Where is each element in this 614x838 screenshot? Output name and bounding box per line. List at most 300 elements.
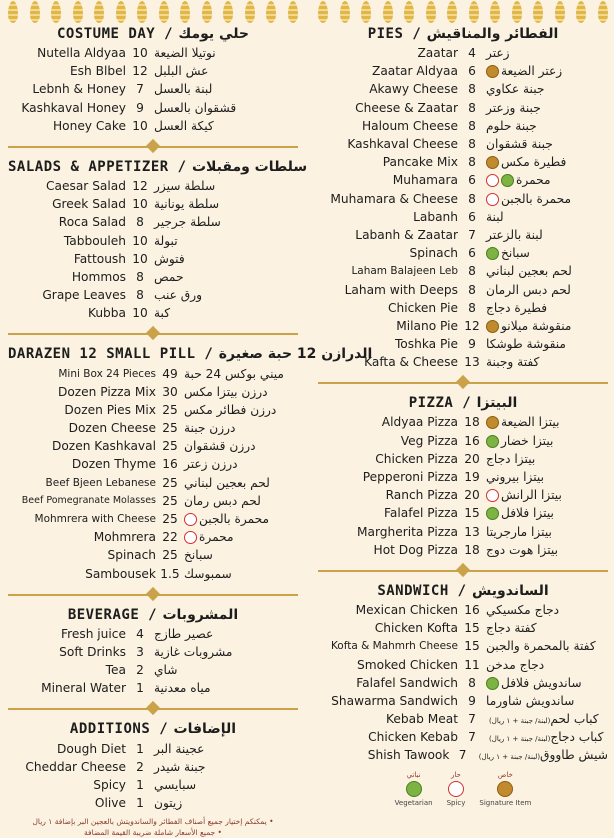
item-price: 4 (136, 626, 144, 641)
left-column (8, 0, 373, 838)
item-name-ar-text: سبايسي (154, 777, 197, 792)
item-name-ar-text: شاي (154, 663, 178, 678)
item-name-ar (184, 403, 298, 417)
item-price: 25 (162, 439, 178, 454)
wheat-icon (116, 1, 126, 23)
item-name-en: Caesar Salad (46, 179, 126, 194)
item-name-en: Milano Pie (396, 318, 458, 333)
item-name-en: Dozen Kashkaval (51, 439, 156, 454)
item-name-ar (184, 494, 298, 508)
item-name-en: Dozen Pies Mix (64, 402, 156, 417)
menu-item (318, 153, 608, 171)
item-name-ar (486, 210, 608, 224)
item-name-ar-text: جبنة حلوم (486, 118, 537, 133)
item-name-ar (486, 64, 608, 78)
menu-item (8, 364, 298, 382)
section-divider (8, 326, 298, 342)
item-name-en: Cheddar Cheese (25, 759, 126, 774)
menu-item (318, 450, 608, 468)
item-price: 15 (464, 621, 480, 636)
wheat-icon (598, 1, 608, 23)
item-name-ar (486, 192, 608, 206)
item-price: 8 (468, 675, 476, 690)
menu-item (318, 601, 608, 619)
item-price: 1 (136, 741, 144, 756)
wheat-icon (94, 1, 104, 23)
item-name-ar-text: لحم بعجين لبناني (184, 475, 270, 490)
item-name-ar-text: لحم دبس رمان (184, 493, 261, 508)
menu-item (318, 99, 608, 117)
item-name-ar-text: بيتزا الضيعة (501, 415, 560, 430)
item-name-ar (486, 639, 608, 653)
item-name-ar-text: درزن قشقوان (184, 439, 256, 454)
menu-item (8, 250, 298, 268)
menu-item (318, 413, 608, 431)
section-title (8, 346, 373, 363)
spicy-icon (486, 489, 499, 502)
menu-item (8, 643, 298, 661)
item-name-ar-text: كفتة دجاج (486, 621, 537, 636)
item-name-en: Laham with Deeps (344, 282, 458, 297)
vegetarian-icon (486, 435, 499, 448)
item-name-ar-text: درزن فطائر مكس (184, 402, 277, 417)
menu-item (8, 661, 298, 679)
wheat-icon (202, 1, 212, 23)
section-title-ar: المشروبات (162, 606, 239, 623)
menu-item (8, 177, 298, 195)
item-name-en: Shish Tawook (367, 748, 450, 763)
wheat-icon (383, 1, 393, 23)
menu-item (8, 304, 298, 322)
item-name-ar (486, 506, 608, 520)
item-name-ar-text: دجاج مدخن (486, 657, 545, 672)
legend-item (479, 771, 531, 807)
item-name-ar-text: عجينة البر (154, 741, 205, 756)
item-price: 8 (468, 191, 476, 206)
item-price: 10 (132, 197, 148, 212)
item-extra: (لبنة/ جبنة + ١ ريال) (489, 735, 551, 744)
menu-item (8, 44, 298, 62)
item-name-ar-text: بيتزا بيروني (486, 470, 544, 485)
item-name-ar (486, 283, 608, 297)
menu-item (8, 268, 298, 286)
item-name-ar-text: سبانخ (184, 548, 213, 563)
item-name-ar-text: فتوش (154, 251, 185, 266)
item-name-en: Haloum Cheese (361, 118, 458, 133)
item-name-ar-text: بيتزا هوت دوج (486, 542, 558, 557)
item-price: 1 (136, 681, 144, 696)
diamond-icon (146, 326, 160, 340)
item-price: 16 (464, 602, 480, 617)
item-price: 10 (132, 118, 148, 133)
item-name-en: Beef Bjeen Lebanese (45, 476, 156, 489)
item-name-ar-text: ورق عنب (154, 288, 203, 303)
item-name-en: Dozen Pizza Mix (57, 384, 156, 399)
item-name-ar (486, 603, 608, 617)
item-name-ar (486, 264, 608, 278)
section-title-ar: سلطات ومقبلات (191, 158, 308, 175)
item-price: 10 (132, 46, 148, 61)
wheat-icon (73, 1, 83, 23)
wheat-icon (404, 1, 414, 23)
item-name-ar (476, 748, 608, 762)
wheat-icon (288, 1, 298, 23)
wheat-icon (245, 1, 255, 23)
section-title (8, 721, 298, 737)
spicy-icon (448, 781, 464, 797)
diamond-icon (146, 701, 160, 715)
item-name-ar (486, 301, 608, 315)
item-name-ar (184, 457, 298, 471)
item-name-en: Smoked Chicken (357, 657, 458, 672)
item-price: 6 (468, 246, 476, 261)
item-name-en: Dozen Cheese (68, 421, 156, 436)
item-price: 3 (136, 644, 144, 659)
legend (318, 771, 608, 807)
item-name-en: Kashkaval Honey (21, 100, 126, 115)
item-price: 25 (162, 475, 178, 490)
item-price: 8 (468, 300, 476, 315)
section-title-en: SALADS & APPETIZER / (8, 158, 187, 175)
section-title-ar: الدرازن 12 حبة صغيرة (218, 346, 373, 363)
item-price: 1 (136, 777, 144, 792)
diamond-icon (146, 587, 160, 601)
item-price: 7 (468, 227, 476, 242)
item-name-ar (486, 658, 608, 672)
menu-item (318, 655, 608, 673)
menu-item (8, 776, 298, 794)
item-name-en: Spinach (409, 246, 458, 261)
item-name-ar-text: نوتيلا الضيعة (154, 46, 216, 61)
item-price: 20 (464, 488, 480, 503)
item-name-en: Laham Balajeen Leb (351, 265, 458, 278)
menu-item (8, 546, 298, 564)
signature-icon (497, 781, 513, 797)
item-name-ar (154, 197, 298, 211)
spicy-icon (486, 193, 499, 206)
item-name-ar (486, 525, 608, 539)
item-name-en: Mohmrera (93, 530, 156, 545)
wheat-icon (426, 1, 436, 23)
section-divider (318, 375, 608, 391)
section-title-en: ADDITIONS / (69, 721, 169, 738)
item-name-en: Dozen Thyme (71, 457, 156, 472)
item-name-ar-text: جبنة عكاوي (486, 82, 545, 97)
item-name-ar-text: كفتة وجبنة (486, 355, 540, 370)
item-name-en: Margherita Pizza (357, 524, 458, 539)
item-price: 8 (468, 155, 476, 170)
menu-item (8, 117, 298, 135)
item-price: 22 (162, 530, 178, 545)
menu-item (8, 437, 298, 455)
item-name-ar (154, 215, 298, 229)
menu-item (318, 135, 608, 153)
item-price: 8 (468, 282, 476, 297)
item-name-ar-text: لحم دبس الرمان (486, 282, 571, 297)
item-name-ar-text: درزن بيتزا مكس (184, 384, 268, 399)
menu-item (318, 504, 608, 522)
item-name-ar (184, 567, 298, 581)
item-price: 15 (464, 639, 480, 654)
item-name-ar-text: محمرة بالجبن (199, 512, 270, 527)
section-title (8, 607, 298, 623)
item-name-ar (486, 452, 608, 466)
spicy-icon (486, 174, 499, 187)
item-name-en: Zaatar Aldyaa (371, 64, 458, 79)
item-price: 8 (468, 100, 476, 115)
item-name-ar (154, 663, 298, 677)
vegetarian-icon (501, 174, 514, 187)
section-title-en: PIZZA / (408, 395, 472, 412)
item-name-en: Chicken Pizza (375, 451, 458, 466)
item-name-en: Chicken Kebab (368, 730, 458, 745)
item-price: 18 (464, 542, 480, 557)
menu-item (8, 794, 298, 812)
item-name-ar (154, 681, 298, 695)
item-name-ar (486, 355, 608, 369)
menu-item (8, 401, 298, 419)
menu-item (318, 299, 608, 317)
item-name-en: Spinach (107, 548, 156, 563)
menu-item (318, 190, 608, 208)
item-price: 7 (468, 712, 476, 727)
item-name-ar-text: بيتزا خضار (501, 433, 554, 448)
diamond-icon (456, 563, 470, 577)
signature-icon (486, 416, 499, 429)
item-price: 13 (464, 355, 480, 370)
menu-item (8, 679, 298, 697)
wheat-icon (30, 1, 40, 23)
note-line: • يمكنكم إختيار جميع أصناف الفطائر والساندويتش بالعجين البر بإضافة ١ ريال (32, 817, 274, 827)
menu-item (8, 419, 298, 437)
wheat-icon (180, 1, 190, 23)
item-price: 4 (468, 46, 476, 61)
item-name-en: Shawarma Sandwich (331, 693, 458, 708)
item-price: 8 (136, 288, 144, 303)
item-price: 1.5 (160, 566, 180, 581)
menu-item (318, 674, 608, 692)
vegetarian-icon (486, 507, 499, 520)
item-name-ar-text: سلطة سيزر (154, 179, 216, 194)
signature-icon (486, 320, 499, 333)
item-name-ar (184, 530, 298, 544)
item-price: 6 (468, 173, 476, 188)
menu-item (8, 195, 298, 213)
item-name-en: Fattoush (73, 251, 126, 266)
legend-label-ar: حار (451, 770, 461, 779)
wheat-icon (137, 1, 147, 23)
item-name-en: Spicy (93, 777, 126, 792)
item-name-en: Lebnh & Honey (32, 82, 126, 97)
item-name-ar-text: شيش طاووق (540, 748, 608, 763)
legend-label-en: Spicy (446, 798, 466, 807)
menu-item (318, 335, 608, 353)
item-name-ar-text: حمص (154, 269, 184, 284)
item-name-ar (184, 439, 298, 453)
item-name-ar (486, 101, 608, 115)
item-name-ar (154, 270, 298, 284)
item-price: 8 (136, 269, 144, 284)
wheat-icon (469, 1, 479, 23)
section-title-ar: الساندويش (472, 582, 549, 599)
menu-item (8, 758, 298, 776)
item-name-ar-text: درزن زعتر (184, 457, 238, 472)
item-price: 2 (136, 759, 144, 774)
section-divider (8, 701, 298, 717)
item-name-en: Zaatar (417, 46, 458, 61)
item-name-en: Esh Blbel (69, 64, 126, 79)
menu-item (318, 541, 608, 559)
menu-item (318, 710, 608, 728)
menu-item (318, 728, 608, 746)
item-name-ar-text: ساندويش شاورما (486, 693, 575, 708)
item-price: 30 (162, 384, 178, 399)
item-name-en: Labanh & Zaatar (355, 227, 458, 242)
menu-item (318, 486, 608, 504)
item-name-en: Muhamara (392, 173, 458, 188)
item-name-ar (486, 712, 608, 726)
menu-item (8, 739, 298, 757)
item-name-ar (486, 46, 608, 60)
menu-item (318, 62, 608, 80)
item-name-ar (154, 179, 298, 193)
item-name-ar-text: جبنة شيدر (154, 759, 206, 774)
menu-item (318, 226, 608, 244)
item-name-en: Fresh juice (60, 626, 126, 641)
item-name-ar (154, 64, 298, 78)
item-name-ar (154, 760, 298, 774)
vegetarian-icon (486, 677, 499, 690)
menu-item (8, 510, 298, 528)
item-name-ar-text: سلطة جرجير (154, 215, 221, 230)
signature-icon (486, 65, 499, 78)
item-name-ar-text: كباب دجاج (550, 730, 604, 745)
item-name-ar-text: زيتون (154, 796, 183, 811)
spicy-icon (184, 531, 197, 544)
menu-item (318, 432, 608, 450)
menu-item (8, 62, 298, 80)
section-title-en: PIES / (367, 26, 422, 42)
menu-item (8, 232, 298, 250)
item-name-ar-text: بيتزا دجاج (486, 451, 536, 466)
item-name-ar (486, 621, 608, 635)
item-price: 15 (464, 506, 480, 521)
item-name-ar (154, 46, 298, 60)
wheat-icon (555, 1, 565, 23)
item-name-ar-text: سلطة يونانية (154, 197, 220, 212)
item-name-ar (486, 730, 608, 744)
item-price: 25 (162, 493, 178, 508)
menu-item (318, 171, 608, 189)
item-name-ar (486, 488, 608, 502)
item-name-ar-text: بيتزا مارجريتا (486, 524, 552, 539)
item-name-ar (486, 676, 608, 690)
menu-item (318, 117, 608, 135)
item-name-en: Tabbouleh (63, 233, 126, 248)
item-name-ar-text: قشقوان بالعسل (154, 100, 237, 115)
item-name-en: Akawy Cheese (369, 82, 458, 97)
section-title-ar: حلي يومك (178, 26, 250, 42)
item-price: 9 (136, 100, 144, 115)
item-name-ar (486, 694, 608, 708)
item-name-en: Muhamara & Cheese (330, 191, 458, 206)
item-name-ar (154, 101, 298, 115)
item-price: 1 (136, 796, 144, 811)
item-name-ar-text: محمرة (516, 173, 551, 188)
item-name-ar-text: جبنة وزعتر (486, 100, 541, 115)
menu-item (318, 637, 608, 655)
wheat-icon (361, 1, 371, 23)
item-price: 2 (136, 663, 144, 678)
item-name-ar-text: لحم بعجين لبناني (486, 264, 572, 279)
menu-item (8, 565, 298, 583)
item-name-ar (486, 337, 608, 351)
item-extra: (لبنة/ جبنة + ١ ريال) (478, 753, 541, 762)
item-price: 12 (464, 318, 480, 333)
item-name-en: Kashkaval Cheese (347, 137, 458, 152)
item-name-ar-text: زعتر الضيعة (501, 64, 563, 79)
item-name-ar-text: جبنة قشقوان (486, 137, 553, 152)
item-name-ar-text: منقوشة ميلانو (501, 318, 572, 333)
item-price: 10 (132, 233, 148, 248)
menu-item (8, 213, 298, 231)
item-name-ar-text: لبنة بالعسل (154, 82, 213, 97)
item-name-en: Nutella Aldyaa (37, 46, 126, 61)
item-name-ar (486, 246, 608, 260)
item-price: 16 (162, 457, 178, 472)
wheat-icon (318, 1, 328, 23)
item-name-ar-text: عش البلبل (154, 64, 209, 79)
item-name-ar-text: ساندويش فلافل (501, 675, 582, 690)
item-name-en: Chicken Kofta (374, 621, 458, 636)
item-name-ar-text: فطيرة مكس (501, 155, 567, 170)
item-name-ar (184, 512, 298, 526)
item-name-ar-text: لبنة بالزعتر (486, 227, 543, 242)
item-name-ar-text: كبة (154, 306, 171, 321)
item-name-en: Toshka Pie (394, 337, 458, 352)
menu-item (8, 455, 298, 473)
menu-item (318, 44, 608, 62)
section-title-en: SANDWICH / (377, 582, 467, 599)
item-name-en: Kafta & Cheese (364, 355, 458, 370)
menu-item (318, 262, 608, 280)
menu-item (318, 746, 608, 764)
item-name-ar-text: ميني بوكس 24 حبة (184, 366, 284, 381)
item-name-en: Mohmrera with Cheese (34, 513, 156, 526)
item-name-ar-text: محمرة بالجبن (501, 191, 572, 206)
section-title (318, 395, 608, 411)
item-name-en: Olive (94, 796, 126, 811)
item-name-en: Falafel Sandwich (356, 675, 458, 690)
legend-label-en: Signature Item (479, 798, 532, 807)
item-name-en: Veg Pizza (400, 433, 458, 448)
item-name-en: Tea (105, 663, 126, 678)
item-price: 12 (132, 64, 148, 79)
item-name-en: Kebab Meat (386, 712, 458, 727)
item-price: 7 (458, 748, 467, 763)
item-name-ar (154, 252, 298, 266)
item-name-ar-text: زعتر (486, 46, 510, 61)
menu-item (8, 99, 298, 117)
item-name-en: Hommos (71, 269, 126, 284)
menu-item (318, 244, 608, 262)
item-name-ar-text: مشروبات غازية (154, 644, 233, 659)
menu-item (8, 383, 298, 401)
section-divider (318, 563, 608, 579)
menu-item (8, 286, 298, 304)
item-name-ar (154, 288, 298, 302)
item-name-ar-text: كيكة العسل (154, 118, 214, 133)
